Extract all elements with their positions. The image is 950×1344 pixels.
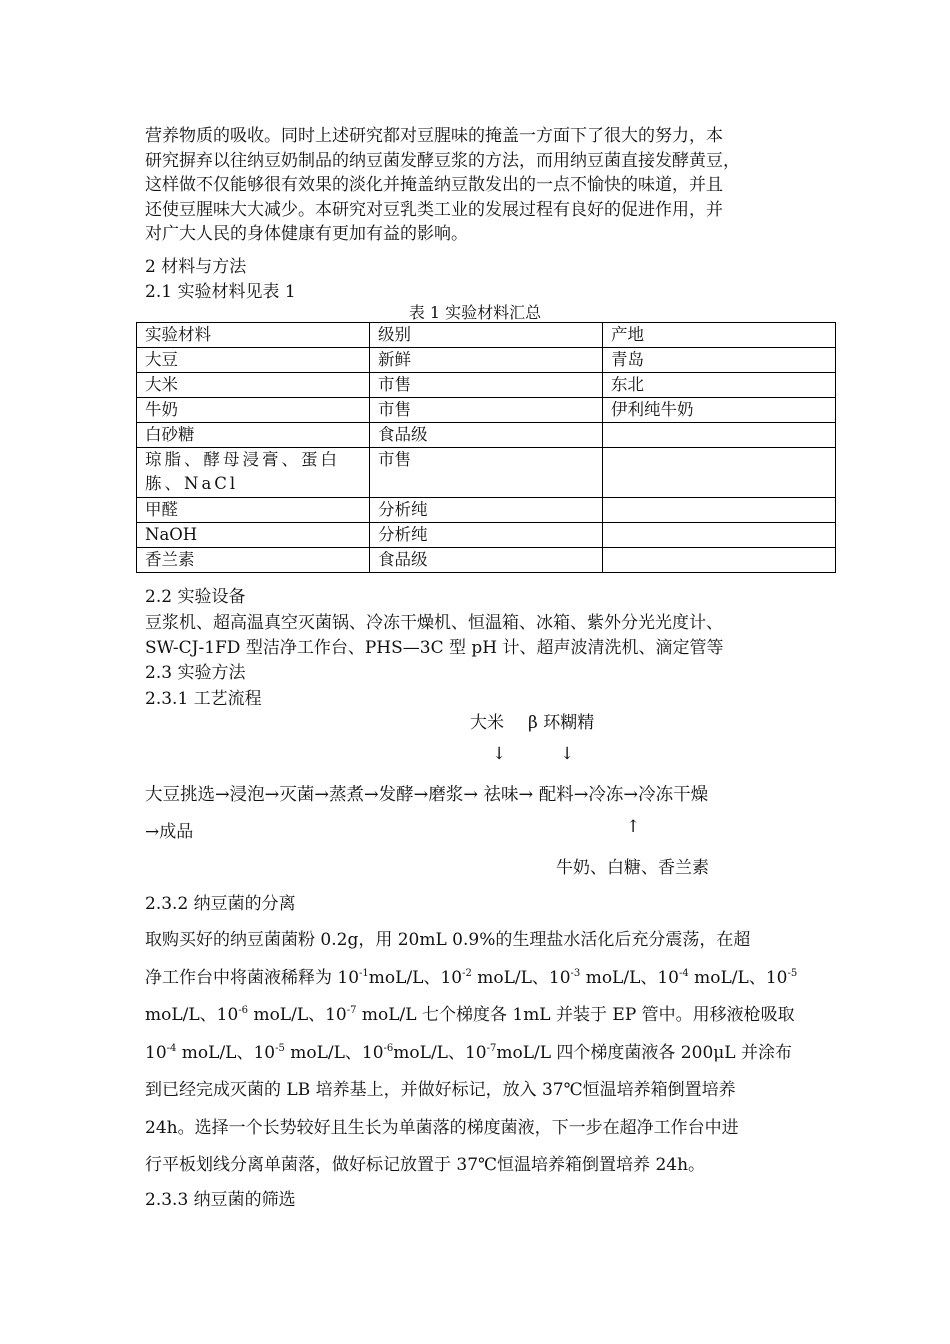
- heading-isolation: 2.3.2 纳豆菌的分离: [145, 894, 296, 914]
- table-header-cell: 产地: [603, 323, 836, 348]
- intro-line: 营养物质的吸收。同时上述研究都对豆腥味的掩盖一方面下了很大的努力，本: [145, 126, 723, 146]
- table-cell: 大豆: [137, 348, 370, 373]
- table-cell: 甲醛: [137, 498, 370, 523]
- table-row: [137, 373, 836, 398]
- table-cell: [603, 498, 836, 523]
- table-cell: 青岛: [603, 348, 836, 373]
- exponent: -4: [166, 1042, 177, 1054]
- text-run: 净工作台中将菌液稀释为 10: [145, 967, 360, 988]
- table-cell: [603, 448, 836, 498]
- text-run: moL/L、10: [145, 1005, 239, 1025]
- exponent: -7: [346, 1005, 357, 1016]
- table-cell: 东北: [603, 373, 836, 398]
- method-line: 到已经完成灭菌的 LB 培养基上，并做好标记，放入 37℃恒温培养箱倒置培养: [145, 1080, 736, 1100]
- exponent: -4: [679, 967, 689, 979]
- heading-materials-methods: 2 材料与方法: [145, 257, 247, 277]
- table-cell: 食品级: [370, 423, 603, 448]
- table-header-cell: 级别: [370, 323, 603, 348]
- exponent: -3: [570, 967, 581, 979]
- table-cell: 琼脂、酵母浸膏、蛋白胨、NaCl: [137, 448, 370, 498]
- table-cell: 伊利纯牛奶: [603, 398, 836, 423]
- up-arrow-icon: ↑: [626, 817, 641, 837]
- heading-process-flow: 2.3.1 工艺流程: [145, 689, 262, 709]
- text-run: moL/L、10: [580, 967, 679, 988]
- method-line: 24h。选择一个长势较好且生长为单菌落的梯度菌液，下一步在超净工作台中进: [145, 1117, 739, 1138]
- table-cell: 市售: [370, 373, 603, 398]
- text-run: moL/L、10: [688, 967, 788, 988]
- table-row: [137, 398, 836, 423]
- text-run: moL/L、10: [393, 1042, 487, 1063]
- intro-line: 对广大人民的身体健康有更加有益的影响。: [145, 224, 468, 244]
- equipment-line: SW-CJ-1FD 型洁净工作台、PHS—3C 型 pH 计、超声波清洗机、滴定管等: [145, 638, 724, 658]
- flow-main-line: 大豆挑选→浸泡→灭菌→蒸煮→发酵→磨浆→ 祛味→ 配料→冷冻→冷冻干燥: [145, 785, 709, 805]
- table-cell: 分析纯: [370, 523, 603, 548]
- table-cell: 食品级: [370, 548, 603, 573]
- down-arrow-icon: ↓: [492, 744, 507, 764]
- intro-line: 这样做不仅能够很有效果的淡化并掩盖纳豆散发出的一点不愉快的味道，并且: [145, 175, 723, 195]
- text-run: moL/L 四个梯度菌液各 200μL 并涂布: [496, 1042, 793, 1063]
- table-header-row: [137, 323, 836, 348]
- table-cell: 市售: [370, 398, 603, 423]
- table-caption: 表 1 实验材料汇总: [408, 303, 542, 322]
- text-run: moL/L、10: [471, 967, 571, 988]
- text-run: 10: [145, 1042, 167, 1063]
- down-arrow-icon: ↓: [560, 744, 575, 764]
- exponent: -6: [238, 1005, 249, 1016]
- heading-screening: 2.3.3 纳豆菌的筛选: [145, 1190, 296, 1210]
- heading-materials: 2.1 实验材料见表 1: [145, 282, 296, 302]
- isolation-paragraph: [145, 922, 813, 1185]
- table-cell: 牛奶: [137, 398, 370, 423]
- exponent: -2: [462, 967, 472, 979]
- table-row: [137, 448, 836, 498]
- table-cell: 新鲜: [370, 348, 603, 373]
- intro-line: 还使豆腥味大大减少。本研究对豆乳类工业的发展过程有良好的促进作用，并: [145, 199, 723, 220]
- exponent: -5: [787, 967, 798, 979]
- method-line: [145, 997, 813, 1035]
- method-line: [145, 1035, 813, 1073]
- method-line: 行平板划线分离单菌落，做好标记放置于 37℃恒温培养箱倒置培养 24h。: [145, 1155, 706, 1175]
- exponent: -1: [359, 967, 369, 979]
- text-run: moL/L、10: [284, 1042, 384, 1063]
- text-run: moL/L、10: [368, 967, 463, 988]
- exponent: -5: [275, 1042, 285, 1054]
- text-run: moL/L、10: [176, 1042, 276, 1063]
- flow-input-cyclodextrin: β 环糊精: [528, 713, 595, 733]
- exponent: -6: [383, 1042, 394, 1054]
- intro-line: 研究摒弃以往纳豆奶制品的纳豆菌发酵豆浆的方法，而用纳豆菌直接发酵黄豆，: [145, 150, 740, 171]
- table-cell: 大米: [137, 373, 370, 398]
- method-line: 取购买好的纳豆菌菌粉 0.2g，用 20mL 0.9%的生理盐水活化后充分震荡，在超: [145, 930, 751, 950]
- table-row: [137, 423, 836, 448]
- text-run: moL/L、10: [248, 1005, 347, 1025]
- heading-equipment: 2.2 实验设备: [145, 587, 246, 607]
- table-cell: [603, 423, 836, 448]
- intro-paragraph: [145, 124, 813, 247]
- table-row: [137, 523, 836, 548]
- equipment-line: 豆浆机、超高温真空灭菌锅、冷冻干燥机、恒温箱、冰箱、紫外分光光度计、: [145, 613, 723, 633]
- table-cell: 市售: [370, 448, 603, 498]
- flow-input-additives: 牛奶、白糖、香兰素: [556, 858, 709, 878]
- method-line: [145, 960, 813, 998]
- heading-methods: 2.3 实验方法: [145, 663, 246, 683]
- table-row: [137, 348, 836, 373]
- table-row: [137, 498, 836, 523]
- table-row: [137, 548, 836, 573]
- table-cell: [603, 548, 836, 573]
- table-cell: [603, 523, 836, 548]
- table-header-cell: 实验材料: [137, 323, 370, 348]
- table-cell: 分析纯: [370, 498, 603, 523]
- table-cell: 香兰素: [137, 548, 370, 573]
- flow-end: →成品: [145, 822, 194, 842]
- exponent: -7: [486, 1042, 497, 1054]
- text-run: moL/L 七个梯度各 1mL 并装于 EP 管中。用移液枪吸取: [356, 1005, 795, 1025]
- materials-table: [136, 322, 836, 573]
- flow-input-rice: 大米: [470, 713, 504, 733]
- table-cell: 白砂糖: [137, 423, 370, 448]
- table-cell: NaOH: [137, 523, 370, 548]
